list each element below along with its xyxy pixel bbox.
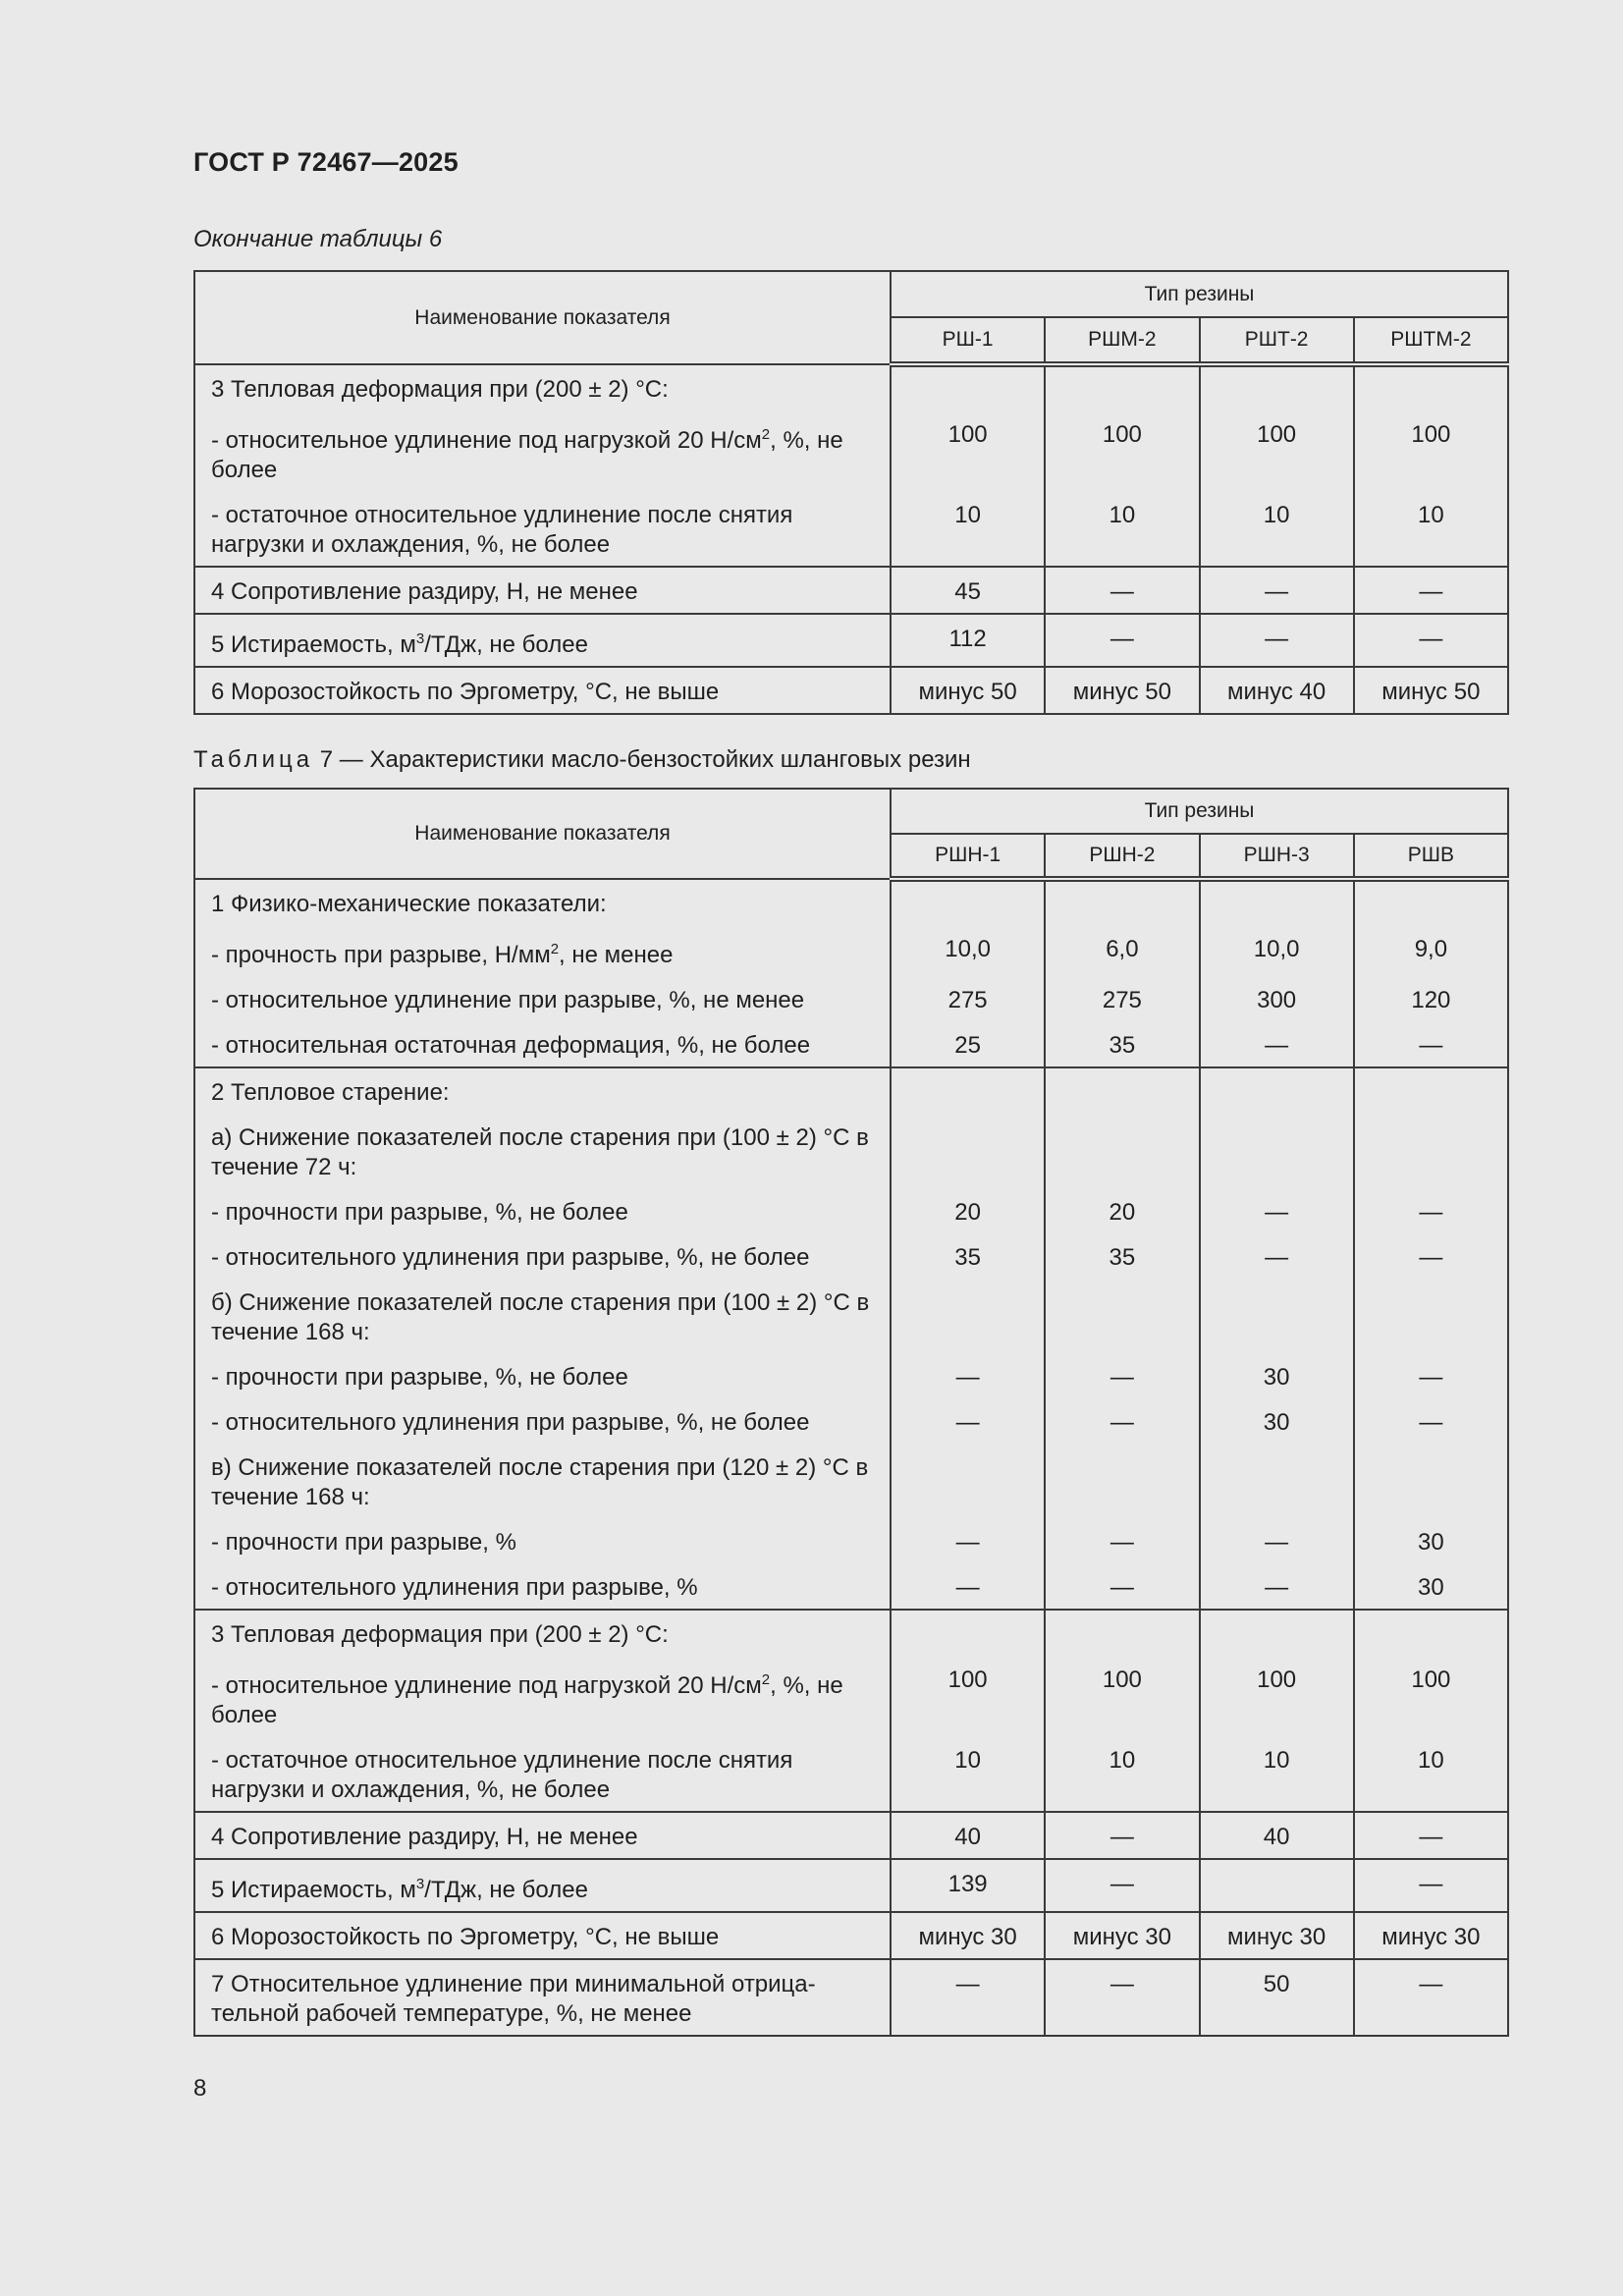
- value-cell: 40: [1200, 1812, 1354, 1859]
- value-cell: [1200, 1281, 1354, 1355]
- value-cell: —: [1045, 1812, 1199, 1859]
- value-cell: —: [1200, 1235, 1354, 1281]
- table-row: [194, 667, 1508, 714]
- column-header-name: Наименование показателя: [194, 789, 891, 879]
- value-cell: —: [1045, 1355, 1199, 1400]
- row-group: [194, 1959, 1508, 2036]
- value-cell: —: [1354, 1812, 1508, 1859]
- column-header-type-2: РШМ-2: [1045, 317, 1199, 364]
- column-header-type: Тип резины: [891, 271, 1508, 317]
- superscript: 2: [761, 1671, 771, 1688]
- value-cell: —: [1354, 1400, 1508, 1446]
- value-cell: [1045, 879, 1199, 927]
- value-cell: минус 50: [1045, 667, 1199, 714]
- indicator-name: 3 Тепловая деформация при (200 ± 2) °С:: [194, 364, 891, 412]
- value-cell: [1200, 1067, 1354, 1116]
- value-cell: 100: [891, 412, 1045, 493]
- table6-caption: Окончание таблицы 6: [193, 226, 443, 252]
- value-cell: [1200, 1610, 1354, 1658]
- superscript: 3: [415, 1876, 425, 1892]
- value-cell: 10: [1045, 1738, 1199, 1812]
- indicator-name-text: 5 Истираемость, м: [211, 1877, 416, 1903]
- table-row: [194, 1023, 1508, 1067]
- value-cell: 120: [1354, 978, 1508, 1023]
- value-cell: 30: [1354, 1565, 1508, 1610]
- value-cell: 30: [1200, 1400, 1354, 1446]
- value-cell: [1045, 1446, 1199, 1520]
- value-cell: 275: [1045, 978, 1199, 1023]
- value-cell: —: [1354, 1235, 1508, 1281]
- column-header-type-4: РШВ: [1354, 834, 1508, 879]
- value-cell: [1200, 1859, 1354, 1912]
- value-cell: минус 50: [891, 667, 1045, 714]
- indicator-name: - прочности при разрыве, %: [194, 1520, 891, 1565]
- indicator-name: б) Снижение показателей после старения при (100 ± 2) °С в течение 168 ч:: [194, 1281, 891, 1355]
- superscript: 2: [550, 941, 560, 957]
- value-cell: [1354, 1116, 1508, 1190]
- value-cell: 139: [891, 1859, 1045, 1912]
- value-cell: —: [1045, 567, 1199, 614]
- value-cell: [1045, 364, 1199, 412]
- indicator-name: - относительная остаточная деформация, %, не более: [194, 1023, 891, 1067]
- table-row: [194, 1912, 1508, 1959]
- row-group: [194, 614, 1508, 667]
- table7-caption-label: Таблица: [193, 746, 314, 773]
- indicator-name: 4 Сопротивление раздиру, Н, не менее: [194, 567, 891, 614]
- indicator-name: - относительного удлинения при разрыве, %, не более: [194, 1400, 891, 1446]
- table-row: [194, 927, 1508, 978]
- indicator-name: - прочности при разрыве, %, не более: [194, 1190, 891, 1235]
- column-header-type: Тип резины: [891, 789, 1508, 834]
- value-cell: [1200, 1446, 1354, 1520]
- indicator-name: - остаточное относительное удлинение после снятия нагрузки и охлаждения, %, не более: [194, 1738, 891, 1812]
- table-row: [194, 1520, 1508, 1565]
- value-cell: —: [1354, 1859, 1508, 1912]
- table-6: [193, 270, 1509, 715]
- table-row: [194, 567, 1508, 614]
- value-cell: —: [1354, 1023, 1508, 1067]
- value-cell: минус 40: [1200, 667, 1354, 714]
- row-group: [194, 1912, 1508, 1959]
- indicator-name-text: 5 Истираемость, м: [211, 631, 416, 658]
- row-group: [194, 364, 1508, 567]
- value-cell: [1354, 1281, 1508, 1355]
- value-cell: 25: [891, 1023, 1045, 1067]
- row-group: [194, 1610, 1508, 1812]
- value-cell: 112: [891, 614, 1045, 667]
- value-cell: 10: [1200, 493, 1354, 567]
- column-header-type-3: РШН-3: [1200, 834, 1354, 879]
- column-header-type-2: РШН-2: [1045, 834, 1199, 879]
- table-row: [194, 364, 1508, 412]
- value-cell: 100: [1354, 412, 1508, 493]
- table-row: [194, 1355, 1508, 1400]
- value-cell: —: [1045, 614, 1199, 667]
- indicator-name: - относительное удлинение при разрыве, %, не менее: [194, 978, 891, 1023]
- column-header-type-3: РШТ-2: [1200, 317, 1354, 364]
- value-cell: —: [1045, 1520, 1199, 1565]
- indicator-name: [194, 1859, 891, 1912]
- column-header-type-1: РШ-1: [891, 317, 1045, 364]
- value-cell: [1045, 1116, 1199, 1190]
- value-cell: —: [1045, 1400, 1199, 1446]
- value-cell: 40: [891, 1812, 1045, 1859]
- value-cell: 50: [1200, 1959, 1354, 2036]
- value-cell: минус 50: [1354, 667, 1508, 714]
- value-cell: 100: [1045, 1658, 1199, 1738]
- table-row: [194, 1116, 1508, 1190]
- value-cell: [1354, 1610, 1508, 1658]
- indicator-name: 1 Физико-механические показатели:: [194, 879, 891, 927]
- value-cell: —: [1200, 1023, 1354, 1067]
- value-cell: [891, 364, 1045, 412]
- value-cell: [1354, 364, 1508, 412]
- superscript: 2: [761, 426, 771, 443]
- indicator-name-text: - относительное удлинение под нагрузкой 20 Н/см: [211, 427, 762, 454]
- row-group: [194, 1859, 1508, 1912]
- value-cell: 10: [1354, 1738, 1508, 1812]
- value-cell: —: [1354, 1190, 1508, 1235]
- value-cell: —: [1354, 567, 1508, 614]
- page-number: 8: [193, 2075, 207, 2102]
- value-cell: —: [1200, 1190, 1354, 1235]
- value-cell: 10: [891, 493, 1045, 567]
- value-cell: [1200, 879, 1354, 927]
- superscript: 3: [415, 630, 425, 647]
- indicator-name: - относительного удлинения при разрыве, %: [194, 1565, 891, 1610]
- indicator-name: в) Снижение показателей после старения при (120 ± 2) °С в течение 168 ч:: [194, 1446, 891, 1520]
- indicator-name: 6 Морозостойкость по Эргометру, °С, не выше: [194, 1912, 891, 1959]
- column-header-type-1: РШН-1: [891, 834, 1045, 879]
- table-row: [194, 493, 1508, 567]
- value-cell: [891, 1446, 1045, 1520]
- row-group: [194, 667, 1508, 714]
- value-cell: 30: [1354, 1520, 1508, 1565]
- value-cell: —: [1200, 614, 1354, 667]
- value-cell: 20: [1045, 1190, 1199, 1235]
- value-cell: 100: [1354, 1658, 1508, 1738]
- indicator-name: 2 Тепловое старение:: [194, 1067, 891, 1116]
- table-row: [194, 1812, 1508, 1859]
- value-cell: —: [1354, 1959, 1508, 2036]
- table-row: [194, 879, 1508, 927]
- indicator-name: [194, 1658, 891, 1738]
- indicator-name-text: , %, не более: [211, 1672, 843, 1728]
- value-cell: 10: [1045, 493, 1199, 567]
- row-group: [194, 1812, 1508, 1859]
- row-group: [194, 879, 1508, 1067]
- value-cell: 10: [891, 1738, 1045, 1812]
- table-row: [194, 1658, 1508, 1738]
- indicator-name: 6 Морозостойкость по Эргометру, °С, не выше: [194, 667, 891, 714]
- value-cell: 100: [1200, 1658, 1354, 1738]
- table-row: [194, 1446, 1508, 1520]
- value-cell: 100: [891, 1658, 1045, 1738]
- table-row: [194, 614, 1508, 667]
- indicator-name: - прочности при разрыве, %, не более: [194, 1355, 891, 1400]
- value-cell: —: [1200, 1565, 1354, 1610]
- indicator-name: - относительного удлинения при разрыве, %, не более: [194, 1235, 891, 1281]
- value-cell: 100: [1200, 412, 1354, 493]
- table-row: [194, 1281, 1508, 1355]
- value-cell: минус 30: [1354, 1912, 1508, 1959]
- indicator-name-text: /ТДж, не более: [424, 1877, 588, 1903]
- value-cell: —: [891, 1959, 1045, 2036]
- column-header-type-4: РШТМ-2: [1354, 317, 1508, 364]
- table-row: [194, 1067, 1508, 1116]
- table-7: [193, 788, 1509, 2037]
- value-cell: минус 30: [1045, 1912, 1199, 1959]
- indicator-name-text: , не менее: [559, 942, 674, 968]
- table-row: [194, 412, 1508, 493]
- column-header-name: Наименование показателя: [194, 271, 891, 364]
- indicator-name: - остаточное относительное удлинение после снятия нагрузки и охлаждения, %, не более: [194, 493, 891, 567]
- value-cell: [891, 1610, 1045, 1658]
- indicator-name: [194, 614, 891, 667]
- table-row: [194, 978, 1508, 1023]
- value-cell: [1045, 1067, 1199, 1116]
- indicator-name-text: - относительное удлинение под нагрузкой 20 Н/см: [211, 1672, 762, 1699]
- table-row: [194, 1235, 1508, 1281]
- indicator-name: а) Снижение показателей после старения при (100 ± 2) °С в течение 72 ч:: [194, 1116, 891, 1190]
- indicator-name-text: /ТДж, не более: [424, 631, 588, 658]
- value-cell: [1354, 1446, 1508, 1520]
- value-cell: [1200, 364, 1354, 412]
- indicator-name-text: , %, не более: [211, 427, 843, 483]
- value-cell: 9,0: [1354, 927, 1508, 978]
- value-cell: 275: [891, 978, 1045, 1023]
- value-cell: 45: [891, 567, 1045, 614]
- value-cell: [891, 1116, 1045, 1190]
- indicator-name: 4 Сопротивление раздиру, Н, не менее: [194, 1812, 891, 1859]
- value-cell: минус 30: [1200, 1912, 1354, 1959]
- indicator-name-text: - прочность при разрыве, Н/мм: [211, 942, 551, 968]
- value-cell: —: [1354, 1355, 1508, 1400]
- value-cell: [1045, 1281, 1199, 1355]
- indicator-name: 7 Относительное удлинение при минимальной отрица-тельной рабочей температуре, %, не менее: [194, 1959, 891, 2036]
- value-cell: 10,0: [891, 927, 1045, 978]
- table-row: [194, 1400, 1508, 1446]
- value-cell: 30: [1200, 1355, 1354, 1400]
- table-row: [194, 1565, 1508, 1610]
- value-cell: —: [1200, 567, 1354, 614]
- value-cell: [891, 879, 1045, 927]
- value-cell: —: [891, 1400, 1045, 1446]
- table-row: [194, 1610, 1508, 1658]
- value-cell: 100: [1045, 412, 1199, 493]
- value-cell: [891, 1067, 1045, 1116]
- value-cell: 35: [1045, 1235, 1199, 1281]
- value-cell: —: [891, 1520, 1045, 1565]
- table7-caption-text: 7 — Характеристики масло-бензостойких шланговых резин: [313, 746, 971, 773]
- table-row: [194, 1738, 1508, 1812]
- value-cell: минус 30: [891, 1912, 1045, 1959]
- value-cell: 10,0: [1200, 927, 1354, 978]
- value-cell: [1354, 1067, 1508, 1116]
- document-header: ГОСТ Р 72467—2025: [193, 147, 459, 177]
- value-cell: [1354, 879, 1508, 927]
- value-cell: 35: [891, 1235, 1045, 1281]
- table-row: [194, 1859, 1508, 1912]
- indicator-name: [194, 412, 891, 493]
- table7-caption: [193, 746, 971, 774]
- value-cell: —: [1045, 1959, 1199, 2036]
- row-group: [194, 1067, 1508, 1610]
- value-cell: —: [891, 1565, 1045, 1610]
- row-group: [194, 567, 1508, 614]
- indicator-name: 3 Тепловая деформация при (200 ± 2) °С:: [194, 1610, 891, 1658]
- value-cell: —: [1045, 1859, 1199, 1912]
- indicator-name: [194, 927, 891, 978]
- value-cell: —: [1045, 1565, 1199, 1610]
- value-cell: 20: [891, 1190, 1045, 1235]
- value-cell: —: [1200, 1520, 1354, 1565]
- value-cell: 300: [1200, 978, 1354, 1023]
- value-cell: [1200, 1116, 1354, 1190]
- value-cell: 35: [1045, 1023, 1199, 1067]
- value-cell: [891, 1281, 1045, 1355]
- value-cell: [1045, 1610, 1199, 1658]
- table-row: [194, 1959, 1508, 2036]
- table-row: [194, 1190, 1508, 1235]
- value-cell: —: [1354, 614, 1508, 667]
- value-cell: —: [891, 1355, 1045, 1400]
- value-cell: 10: [1354, 493, 1508, 567]
- value-cell: 10: [1200, 1738, 1354, 1812]
- value-cell: 6,0: [1045, 927, 1199, 978]
